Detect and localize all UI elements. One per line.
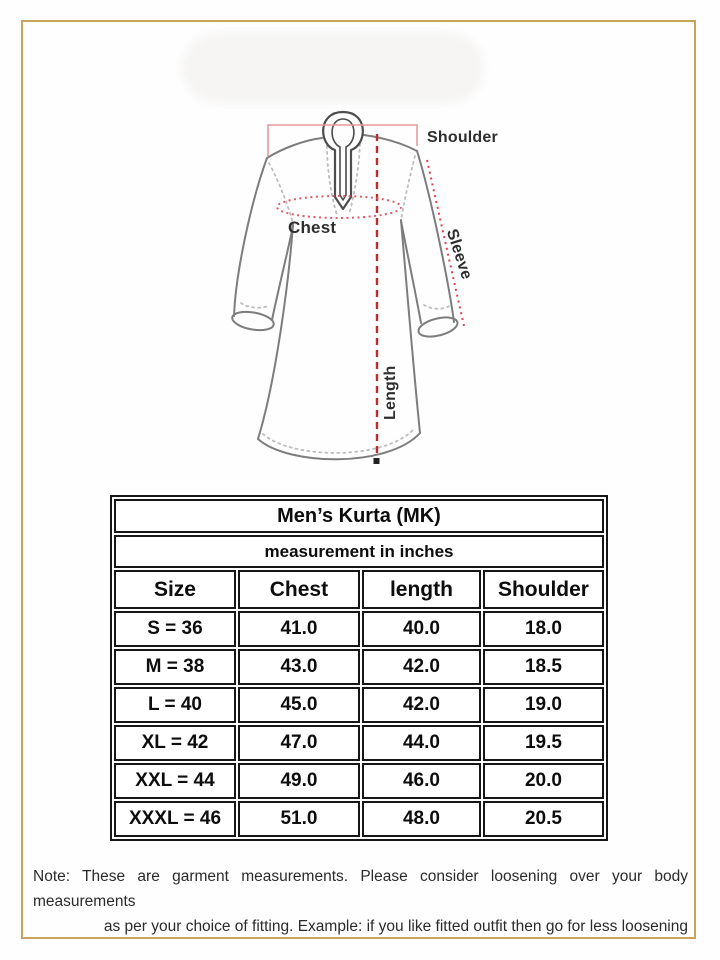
shoulder-label: Shoulder [427, 129, 498, 146]
table-row [114, 649, 604, 685]
measurement-note [33, 864, 688, 939]
col-header-chest: Chest [238, 570, 360, 609]
sleeve-label: Sleeve [442, 227, 476, 282]
shoulder-cell: 20.5 [483, 801, 604, 837]
length-cell: 42.0 [362, 687, 481, 723]
size-cell: M = 38 [114, 649, 236, 685]
table-row [114, 725, 604, 761]
note-line-1: Note: These are garment measurements. Please consider loosening over your body measurements [33, 868, 688, 910]
chest-label: Chest [288, 218, 337, 237]
chest-cell: 47.0 [238, 725, 360, 761]
length-cell: 46.0 [362, 763, 481, 799]
table-title-row [114, 499, 604, 533]
chest-cell: 51.0 [238, 801, 360, 837]
shoulder-cell: 19.5 [483, 725, 604, 761]
shoulder-cell: 20.0 [483, 763, 604, 799]
chest-cell: 43.0 [238, 649, 360, 685]
table-subtitle: measurement in inches [114, 535, 604, 568]
shoulder-cell: 19.0 [483, 687, 604, 723]
table-row [114, 687, 604, 723]
length-cell: 44.0 [362, 725, 481, 761]
table-row [114, 611, 604, 647]
shoulder-measure-line [268, 125, 417, 156]
note-line-2: as per your choice of fitting. Example: if you like fitted outfit then go for less loosening [103, 918, 688, 935]
length-end-tick [374, 458, 380, 464]
kurta-body-outline [231, 135, 460, 459]
chest-measure-ellipse [277, 196, 401, 218]
size-cell: XL = 42 [114, 725, 236, 761]
length-cell: 48.0 [362, 801, 481, 837]
chest-cell: 49.0 [238, 763, 360, 799]
table-title: Men’s Kurta (MK) [114, 499, 604, 533]
length-label: Length [382, 365, 399, 420]
chest-cell: 41.0 [238, 611, 360, 647]
measurement-lines [268, 125, 464, 464]
length-cell: 40.0 [362, 611, 481, 647]
size-cell: L = 40 [114, 687, 236, 723]
table-subtitle-row [114, 535, 604, 568]
col-header-length: length [362, 570, 481, 609]
kurta-collar [323, 112, 363, 209]
size-chart-table [110, 495, 608, 841]
table-row [114, 801, 604, 837]
shoulder-cell: 18.0 [483, 611, 604, 647]
shoulder-cell: 18.5 [483, 649, 604, 685]
size-cell: XXL = 44 [114, 763, 236, 799]
size-cell: XXXL = 46 [114, 801, 236, 837]
length-cell: 42.0 [362, 649, 481, 685]
chest-cell: 45.0 [238, 687, 360, 723]
size-cell: S = 36 [114, 611, 236, 647]
table-row [114, 763, 604, 799]
table-header-row [114, 570, 604, 609]
col-header-size: Size [114, 570, 236, 609]
col-header-shoulder: Shoulder [483, 570, 604, 609]
